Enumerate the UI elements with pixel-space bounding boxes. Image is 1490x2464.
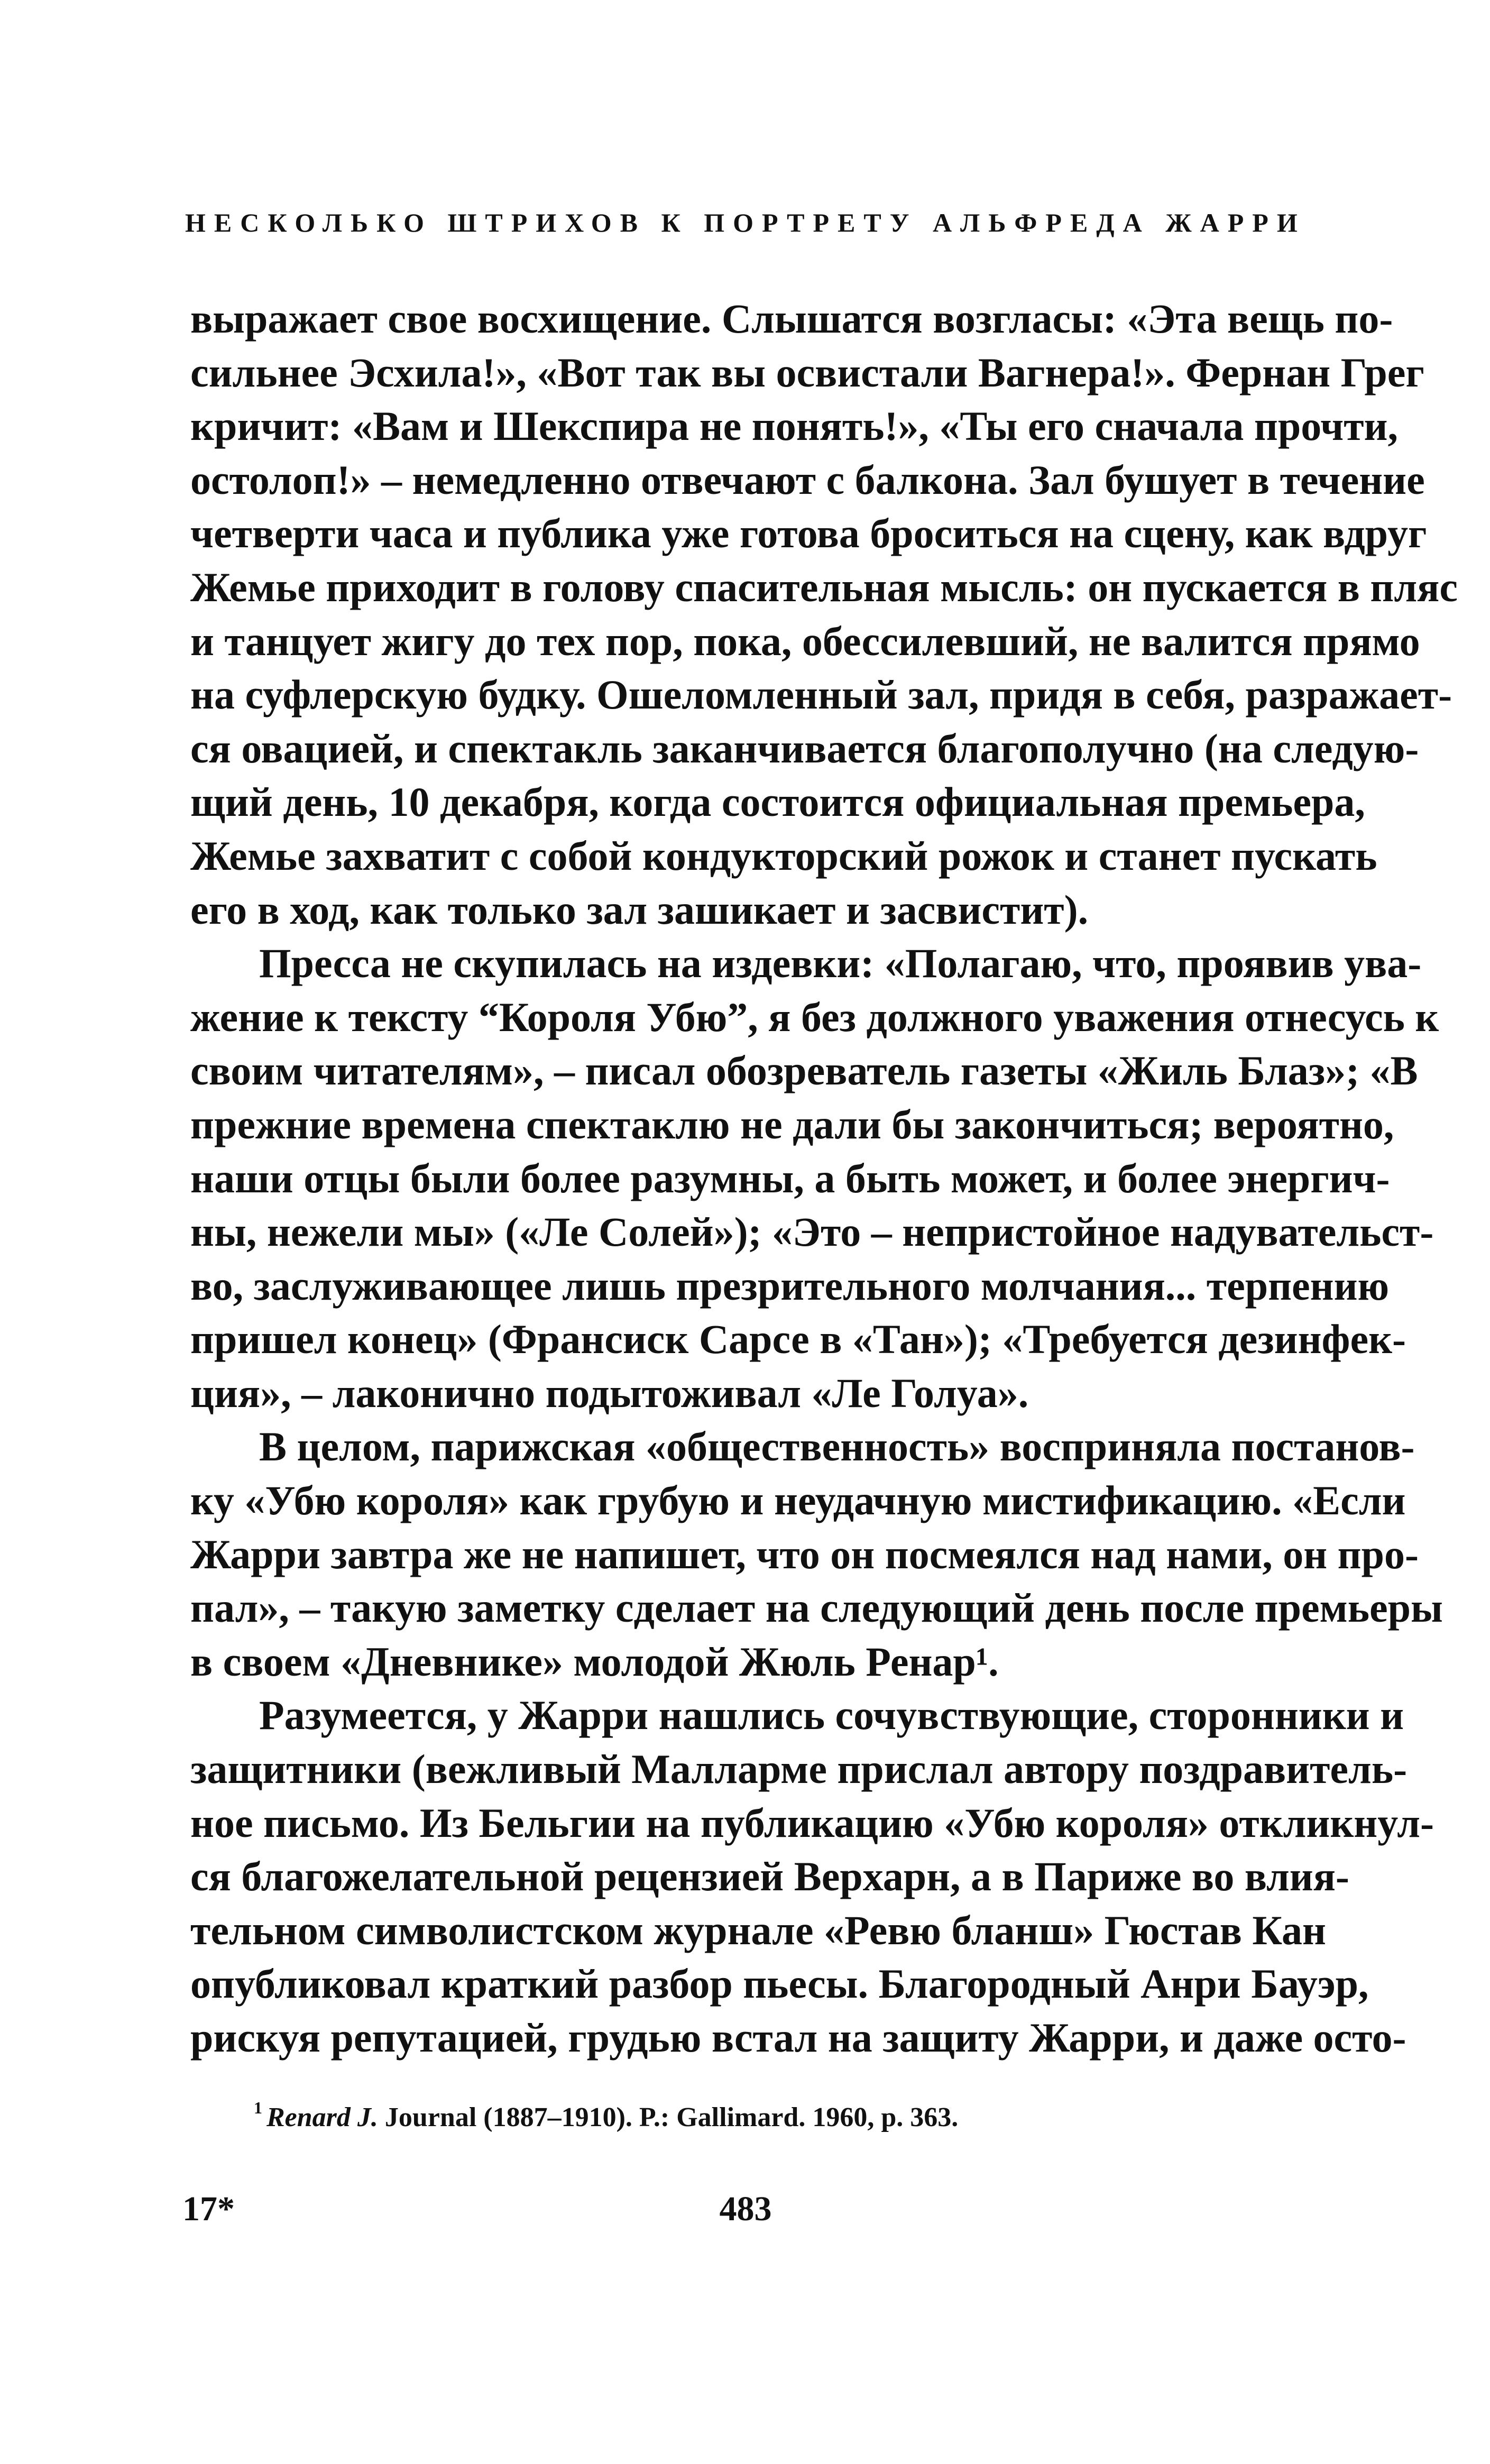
text-line: тельном символистском журнале «Ревю бланш» Гюстав Кан bbox=[190, 1907, 1326, 1953]
text-line: прежние времена спектаклю не дали бы закончиться; вероятно, bbox=[190, 1101, 1394, 1147]
text-line: Жарри завтра же не напишет, что он посмеялся над нами, он про- bbox=[190, 1531, 1419, 1577]
footnote-marker: 1 bbox=[254, 2098, 262, 2117]
running-head: НЕСКОЛЬКО ШТРИХОВ К ПОРТРЕТУ АЛЬФРЕДА ЖАРРИ bbox=[185, 208, 1306, 237]
text-line: остолоп!» – немедленно отвечают с балкона. Зал бушует в течение bbox=[190, 456, 1425, 503]
text-line: во, заслуживающее лишь презрительного молчания... терпению bbox=[190, 1262, 1390, 1309]
text-line: Пресса не скупилась на издевки: «Полагаю, что, проявив ува- bbox=[259, 940, 1422, 987]
text-line: пришел конец» (Франсиск Сарсе в «Тан»); «Требуется дезинфек- bbox=[190, 1316, 1406, 1363]
text-line: пал», – такую заметку сделает на следующий день после премьеры bbox=[190, 1585, 1443, 1631]
text-line: ное письмо. Из Бельгии на публикацию «Убю короля» откликнул- bbox=[190, 1799, 1434, 1846]
text-line: рискуя репутацией, грудью встал на защиту Жарри, и даже осто- bbox=[190, 2015, 1406, 2061]
text-line: ку «Убю короля» как грубую и неудачную мистификацию. «Если bbox=[190, 1477, 1406, 1524]
text-line: В целом, парижская «общественность» восприняла постанов- bbox=[259, 1423, 1415, 1470]
text-line: Жемье захватит с собой кондукторский рожок и станет пускать bbox=[190, 832, 1377, 879]
text-line: жение к тексту “Короля Убю”, я без должного уважения отнесусь к bbox=[190, 994, 1439, 1040]
signature-mark: 17* bbox=[182, 2190, 235, 2228]
footnote-author: Renard J. bbox=[266, 2102, 378, 2132]
footnote-text: Journal (1887–1910). P.: Gallimard. 1960, p. 363. bbox=[378, 2102, 959, 2132]
text-line: Жемье приходит в голову спасительная мысль: он пускается в пляс bbox=[190, 564, 1458, 610]
text-line: сильнее Эсхила!», «Вот так вы освистали Вагнера!». Фернан Грег bbox=[190, 349, 1424, 396]
text-line: своим читателям», – писал обозреватель газеты «Жиль Блаз»; «В bbox=[190, 1047, 1418, 1094]
text-line: ся благожелательной рецензией Верхарн, а в Париже во влия- bbox=[190, 1853, 1349, 1900]
footnote bbox=[254, 2098, 958, 2133]
text-line: на суфлерскую будку. Ошеломленный зал, придя в себя, разражает- bbox=[190, 672, 1452, 718]
text-line: наши отцы были более разумны, а быть может, и более энергич- bbox=[190, 1155, 1390, 1201]
text-line: в своем «Дневнике» молодой Жюль Ренар¹. bbox=[190, 1638, 999, 1685]
text-line: Разумеется, у Жарри нашлись сочувствующие, сторонники и bbox=[259, 1692, 1404, 1739]
text-line: его в ход, как только зал зашикает и засвистит). bbox=[190, 886, 1089, 933]
text-line: четверти часа и публика уже готова броситься на сцену, как вдруг bbox=[190, 510, 1427, 557]
text-line: ция», – лаконично подытоживал «Ле Голуа». bbox=[190, 1369, 1029, 1416]
text-line: и танцует жигу до тех пор, пока, обессилевший, не валится прямо bbox=[190, 618, 1420, 664]
text-line: выражает свое восхищение. Слышатся возгласы: «Эта вещь по- bbox=[190, 296, 1393, 342]
text-line: опубликовал краткий разбор пьесы. Благородный Анри Бауэр, bbox=[190, 1961, 1369, 2007]
text-line: кричит: «Вам и Шекспира не понять!», «Ты его сначала прочти, bbox=[190, 403, 1398, 449]
body-text bbox=[190, 292, 1458, 2065]
page-number: 483 bbox=[719, 2190, 772, 2228]
text-line: щий день, 10 декабря, когда состоится официальная премьера, bbox=[190, 779, 1365, 825]
text-line: ны, нежели мы» («Ле Солей»); «Это – непристойное надувательст- bbox=[190, 1209, 1434, 1255]
text-line: защитники (вежливый Малларме прислал автору поздравитель- bbox=[190, 1746, 1408, 1792]
text-line: ся овацией, и спектакль заканчивается благополучно (на следую- bbox=[190, 725, 1419, 771]
